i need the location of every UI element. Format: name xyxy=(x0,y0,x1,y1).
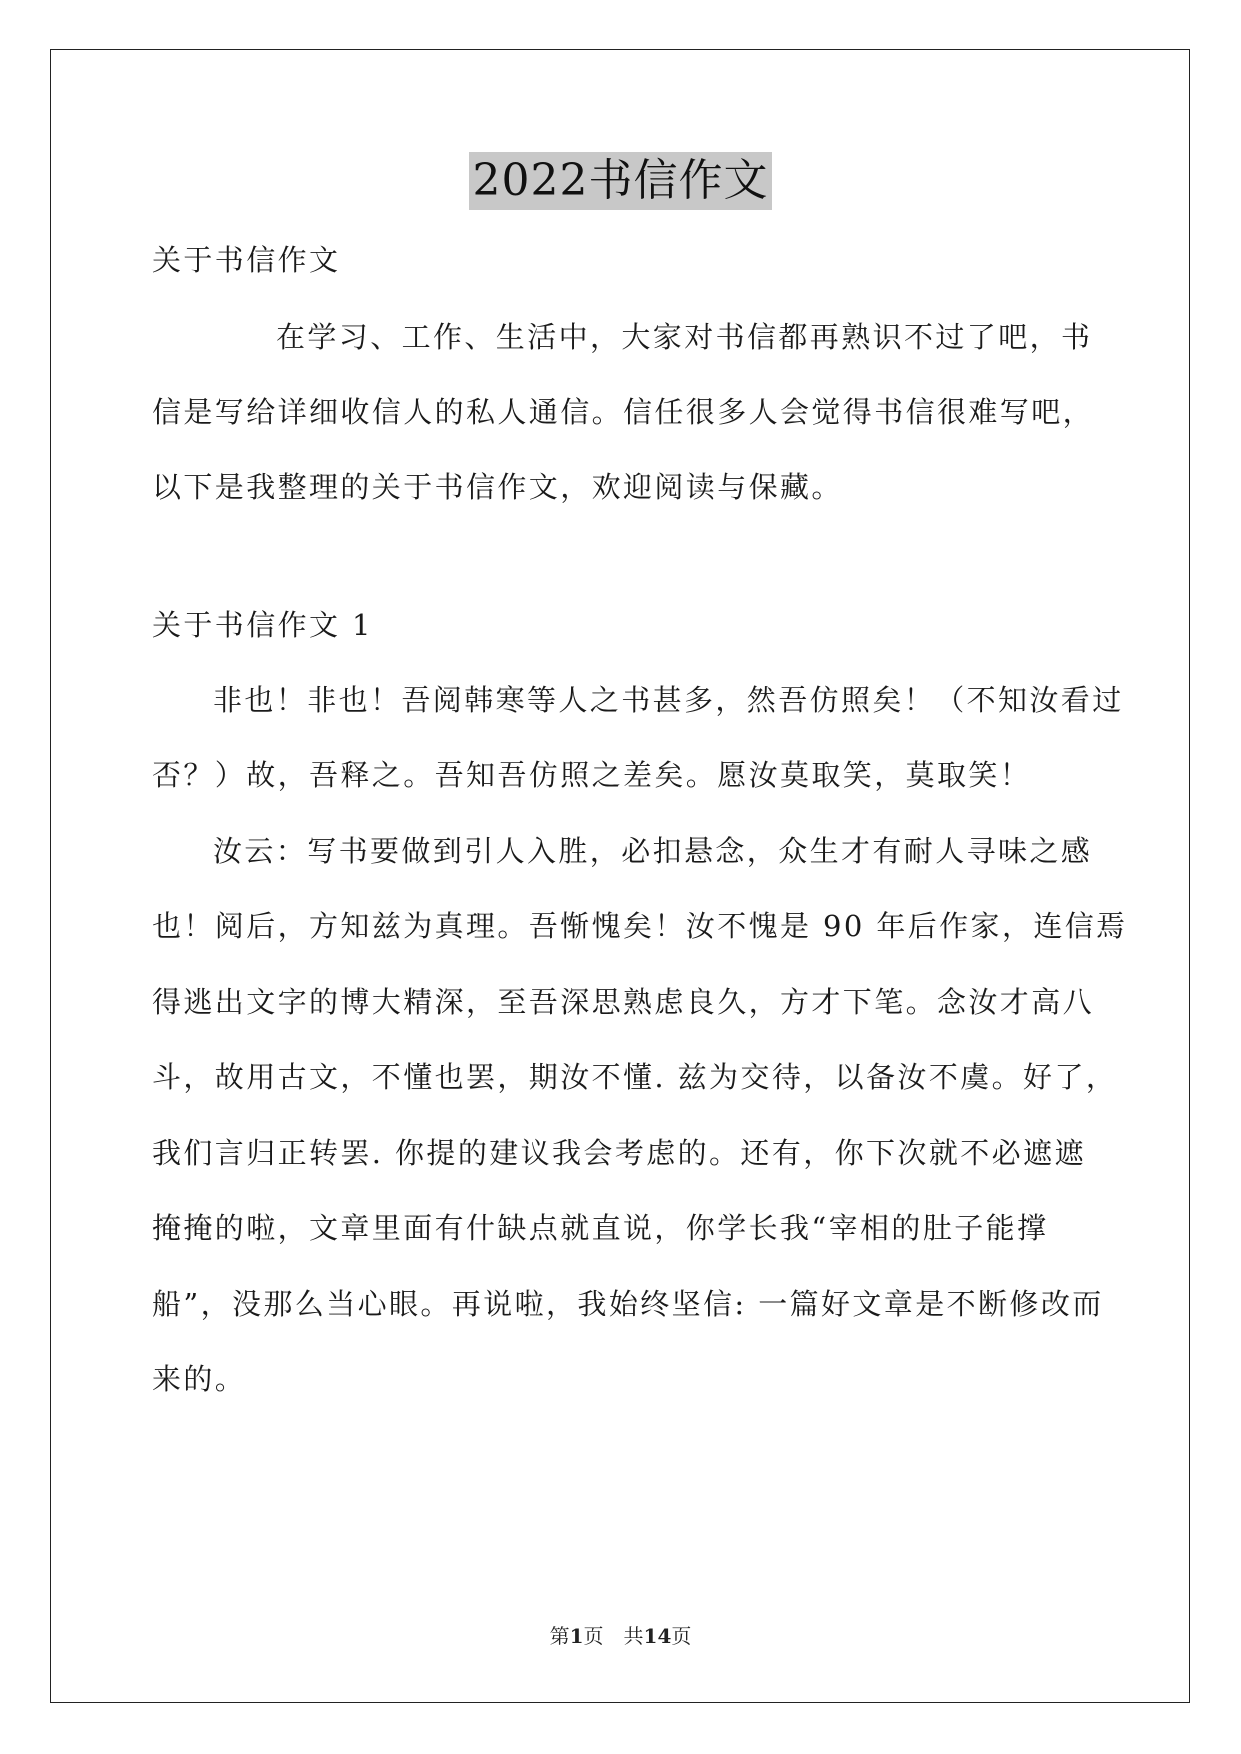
page-border xyxy=(50,49,1190,1703)
title-container xyxy=(0,152,1241,210)
body-line: 我们言归正转罢. 你提的建议我会考虑的。还有，你下次就不必遮遮 xyxy=(152,1136,1086,1170)
body-line: 斗，故用古文，不懂也罢，期汝不懂. 兹为交待，以备汝不虞。好了， xyxy=(152,1060,1118,1094)
footer-prefix: 第 xyxy=(549,1624,570,1648)
page-footer xyxy=(0,1620,1241,1649)
section-heading: 关于书信作文 1 xyxy=(152,608,373,642)
body-line: 来的。 xyxy=(152,1362,247,1396)
intro-heading: 关于书信作文 xyxy=(152,243,341,277)
current-page-number: 1 xyxy=(569,1624,584,1648)
body-line: 得逃出文字的博大精深，至吾深思熟虑良久，方才下笔。念汝才高八 xyxy=(152,985,1095,1019)
body-line: 非也！非也！吾阅韩寒等人之书甚多，然吾仿照矣！（不知汝看过 xyxy=(213,683,1124,717)
body-line: 否？）故，吾释之。吾知吾仿照之差矣。愿汝莫取笑，莫取笑！ xyxy=(152,758,1032,792)
total-page-count: 14 xyxy=(643,1624,672,1648)
document-title: 2022书信作文 xyxy=(469,152,773,210)
body-line: 船”，没那么当心眼。再说啦，我始终坚信: 一篇好文章是不断修改而 xyxy=(152,1287,1104,1321)
footer-suffix: 页 xyxy=(671,1624,692,1648)
intro-paragraph-line: 信是写给详细收信人的私人通信。信任很多人会觉得书信很难写吧， xyxy=(152,395,1095,429)
intro-paragraph-line: 在学习、工作、生活中，大家对书信都再熟识不过了吧，书 xyxy=(276,320,1093,354)
body-line: 汝云：写书要做到引人入胜，必扣悬念，众生才有耐人寻味之感 xyxy=(213,834,1093,868)
footer-middle: 页 共 xyxy=(583,1624,644,1648)
body-line: 掩掩的啦，文章里面有什缺点就直说，你学长我“宰相的肚子能撑 xyxy=(152,1211,1049,1245)
body-line: 也！阅后，方知兹为真理。吾惭愧矣！汝不愧是 90 年后作家，连信焉 xyxy=(152,909,1128,943)
intro-paragraph-line: 以下是我整理的关于书信作文，欢迎阅读与保藏。 xyxy=(152,470,843,504)
